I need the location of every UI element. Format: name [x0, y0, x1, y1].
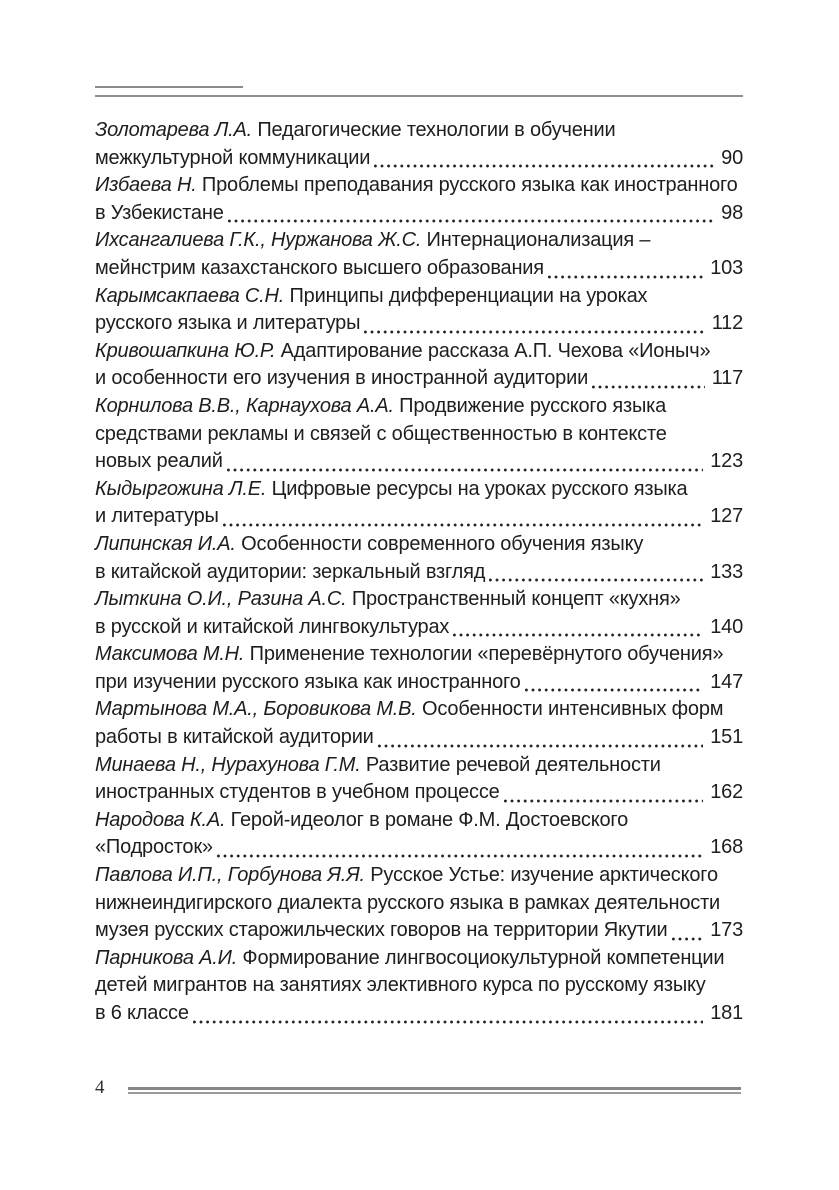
toc-title: работы в китайской аудитории	[95, 726, 374, 749]
toc-page-number: 117	[711, 367, 743, 390]
toc-title: нижнеиндигирского диалекта русского языка в рамках деятельности	[95, 891, 720, 914]
toc-entry	[95, 393, 743, 476]
toc-title: иностранных студентов в учебном процессе	[95, 781, 500, 804]
toc-line	[95, 421, 743, 449]
toc-title: и литературы	[95, 505, 219, 528]
toc-page-number: 127	[710, 505, 743, 528]
toc-authors: Золотарева Л.А.	[95, 119, 253, 141]
toc-line	[95, 669, 743, 697]
toc-title: Особенности современного обучения языку	[235, 532, 644, 555]
toc-line-text	[95, 669, 521, 697]
toc-title: Развитие речевой деятельности	[360, 753, 661, 776]
toc-page-number: 181	[710, 1002, 743, 1024]
toc-line	[95, 172, 743, 200]
toc-line	[95, 393, 743, 421]
toc-line	[95, 283, 743, 311]
toc-line-text	[95, 834, 213, 862]
toc-title: Применение технологии «перевёрнутого обучения»	[244, 643, 724, 666]
toc-title: Педагогические технологии в обучении	[252, 119, 616, 141]
toc-line-text	[95, 809, 628, 831]
toc-title: Принципы дифференциации на уроках	[284, 284, 648, 307]
toc-entry	[95, 586, 743, 641]
toc-page-number: 147	[710, 670, 743, 693]
toc-authors: Мартынова М.А., Боровикова М.В.	[95, 698, 417, 721]
toc-line	[95, 945, 743, 973]
toc-line-text	[95, 365, 588, 393]
toc-page-number: 98	[721, 201, 743, 224]
toc-line-text	[95, 917, 668, 945]
toc-line-text	[95, 588, 681, 610]
toc-entry	[95, 531, 743, 586]
toc-authors: Липинская И.А.	[95, 532, 236, 555]
toc-line	[95, 641, 743, 669]
toc-line-text	[95, 779, 500, 807]
toc-entry	[95, 476, 743, 531]
toc-entry	[95, 862, 743, 945]
toc-entry	[95, 227, 743, 282]
toc-title: Продвижение русского языка	[393, 394, 667, 417]
toc-title: Адаптирование рассказа А.П. Чехова «Ионыч»	[275, 339, 711, 362]
toc-title: Особенности интенсивных форм	[416, 698, 724, 721]
toc-line-text	[95, 395, 666, 417]
toc-entry	[95, 945, 743, 1028]
toc-line	[95, 310, 743, 338]
toc-authors: Максимова М.Н.	[95, 643, 245, 666]
toc-page-number: 173	[710, 919, 743, 942]
toc-authors: Кривошапкина Ю.Р.	[95, 339, 276, 362]
header-short-rule	[95, 86, 243, 88]
toc-line-text	[95, 892, 720, 914]
toc-title: «Подросток»	[95, 836, 213, 859]
toc-line-text	[95, 643, 723, 665]
toc-line-text	[95, 724, 374, 752]
toc-line-text	[95, 255, 544, 283]
toc-line	[95, 862, 743, 890]
toc-line	[95, 255, 743, 283]
toc-entry	[95, 641, 743, 696]
toc-line	[95, 503, 743, 531]
toc-authors: Павлова И.П., Горбунова Я.Я.	[95, 864, 365, 887]
toc-title: в китайской аудитории: зеркальный взгляд	[95, 560, 486, 583]
toc-line-text	[95, 310, 360, 338]
toc-authors: Избаева Н.	[95, 174, 197, 197]
toc-title: Пространственный концепт «кухня»	[346, 588, 681, 611]
toc-title: в русской и китайской лингвокультурах	[95, 615, 450, 638]
toc-title: русского языка и литературы	[95, 312, 361, 335]
footer-rule-bottom	[128, 1092, 741, 1095]
toc-line	[95, 200, 743, 228]
toc-title: межкультурной коммуникации	[95, 146, 371, 169]
toc-authors: Кыдыргожина Л.Е.	[95, 477, 267, 500]
toc-line	[95, 476, 743, 504]
toc-line	[95, 917, 743, 945]
toc-title: Русское Устье: изучение арктического	[364, 864, 718, 887]
toc-title: Герой-идеолог в романе Ф.М. Достоевского	[225, 808, 628, 831]
toc-page-number: 123	[710, 450, 743, 473]
toc-line-text	[95, 145, 370, 173]
toc-authors: Карымсакпаева С.Н.	[95, 284, 285, 307]
header-long-rule	[95, 95, 743, 97]
toc-line-text	[95, 340, 710, 362]
toc-title: мейнстрим казахстанского высшего образования	[95, 256, 544, 279]
toc-line	[95, 227, 743, 255]
toc-authors: Минаева Н., Нурахунова Г.М.	[95, 753, 361, 776]
toc-title: при изучении русского языка как иностранного	[95, 670, 521, 693]
toc-line-text	[95, 614, 449, 642]
footer-rule-top	[128, 1087, 741, 1090]
toc-line	[95, 696, 743, 724]
toc-title: музея русских старожильческих говоров на территории Якутии	[95, 919, 668, 942]
toc-line-text	[95, 559, 485, 587]
toc-line	[95, 145, 743, 173]
toc-line-text	[95, 947, 724, 969]
toc-line	[95, 559, 743, 587]
toc-page-number: 133	[710, 560, 743, 583]
footer-page-number: 4	[95, 1077, 105, 1098]
header-rules	[95, 86, 743, 97]
toc-title: и особенности его изучения в иностранной аудитории	[95, 367, 589, 390]
toc-entry	[95, 807, 743, 862]
toc-page-number: 168	[710, 836, 743, 859]
toc-page-number: 90	[721, 146, 743, 169]
toc-authors: Корнилова В.В., Карнаухова А.А.	[95, 394, 394, 417]
toc-page-number: 140	[710, 615, 743, 638]
toc-line-text	[95, 478, 687, 500]
toc-title: в 6 классе	[95, 1002, 189, 1024]
toc-title: Проблемы преподавания русского языка как иностранного	[196, 174, 738, 197]
toc-authors: Ихсангалиева Г.К., Нуржанова Ж.С.	[95, 229, 422, 252]
toc-page-number: 112	[711, 312, 743, 335]
toc-title: в Узбекистане	[95, 201, 224, 224]
toc-line	[95, 365, 743, 393]
toc-list	[95, 117, 743, 1028]
toc-line-text	[95, 698, 723, 720]
toc-entry	[95, 117, 743, 172]
toc-entry	[95, 696, 743, 751]
toc-page-number: 103	[710, 256, 743, 279]
toc-line	[95, 117, 743, 145]
toc-line-text	[95, 864, 718, 886]
toc-line	[95, 752, 743, 780]
toc-line-text	[95, 974, 706, 996]
toc-line-text	[95, 503, 219, 531]
toc-entry	[95, 283, 743, 338]
toc-line	[95, 448, 743, 476]
toc-entry	[95, 752, 743, 807]
toc-title: Цифровые ресурсы на уроках русского языка	[266, 477, 688, 500]
toc-line	[95, 807, 743, 835]
toc-line	[95, 890, 743, 918]
toc-entry	[95, 172, 743, 227]
toc-line-text	[95, 423, 667, 445]
toc-line-text	[95, 119, 615, 141]
toc-line	[95, 972, 743, 1000]
toc-line-text	[95, 533, 643, 555]
toc-title: Интернационализация –	[421, 229, 651, 252]
toc-line-text	[95, 285, 647, 307]
toc-line-text	[95, 229, 650, 251]
toc-authors: Парникова А.И.	[95, 946, 238, 969]
toc-line	[95, 531, 743, 559]
toc-line	[95, 834, 743, 862]
toc-title: средствами рекламы и связей с общественностью в контексте	[95, 422, 667, 445]
toc-line	[95, 338, 743, 366]
toc-line-text	[95, 174, 738, 196]
toc-page-number: 162	[710, 781, 743, 804]
toc-authors: Народова К.А.	[95, 808, 226, 831]
footer-rules	[128, 1087, 741, 1094]
toc-title: детей мигрантов на занятиях элективного курса по русскому языку	[95, 974, 706, 997]
toc-line-text	[95, 200, 224, 228]
toc-authors: Лыткина О.И., Разина А.С.	[95, 588, 347, 611]
toc-page-number: 151	[710, 726, 743, 749]
toc-line-text	[95, 1000, 189, 1028]
toc-line-text	[95, 448, 223, 476]
toc-line	[95, 1000, 743, 1028]
toc-title: Формирование лингвосоциокультурной компетенции	[237, 946, 725, 969]
toc-line	[95, 586, 743, 614]
toc-line	[95, 779, 743, 807]
toc-line	[95, 724, 743, 752]
toc-entry	[95, 338, 743, 393]
toc-line	[95, 614, 743, 642]
toc-line-text	[95, 754, 661, 776]
toc-title: новых реалий	[95, 450, 223, 473]
